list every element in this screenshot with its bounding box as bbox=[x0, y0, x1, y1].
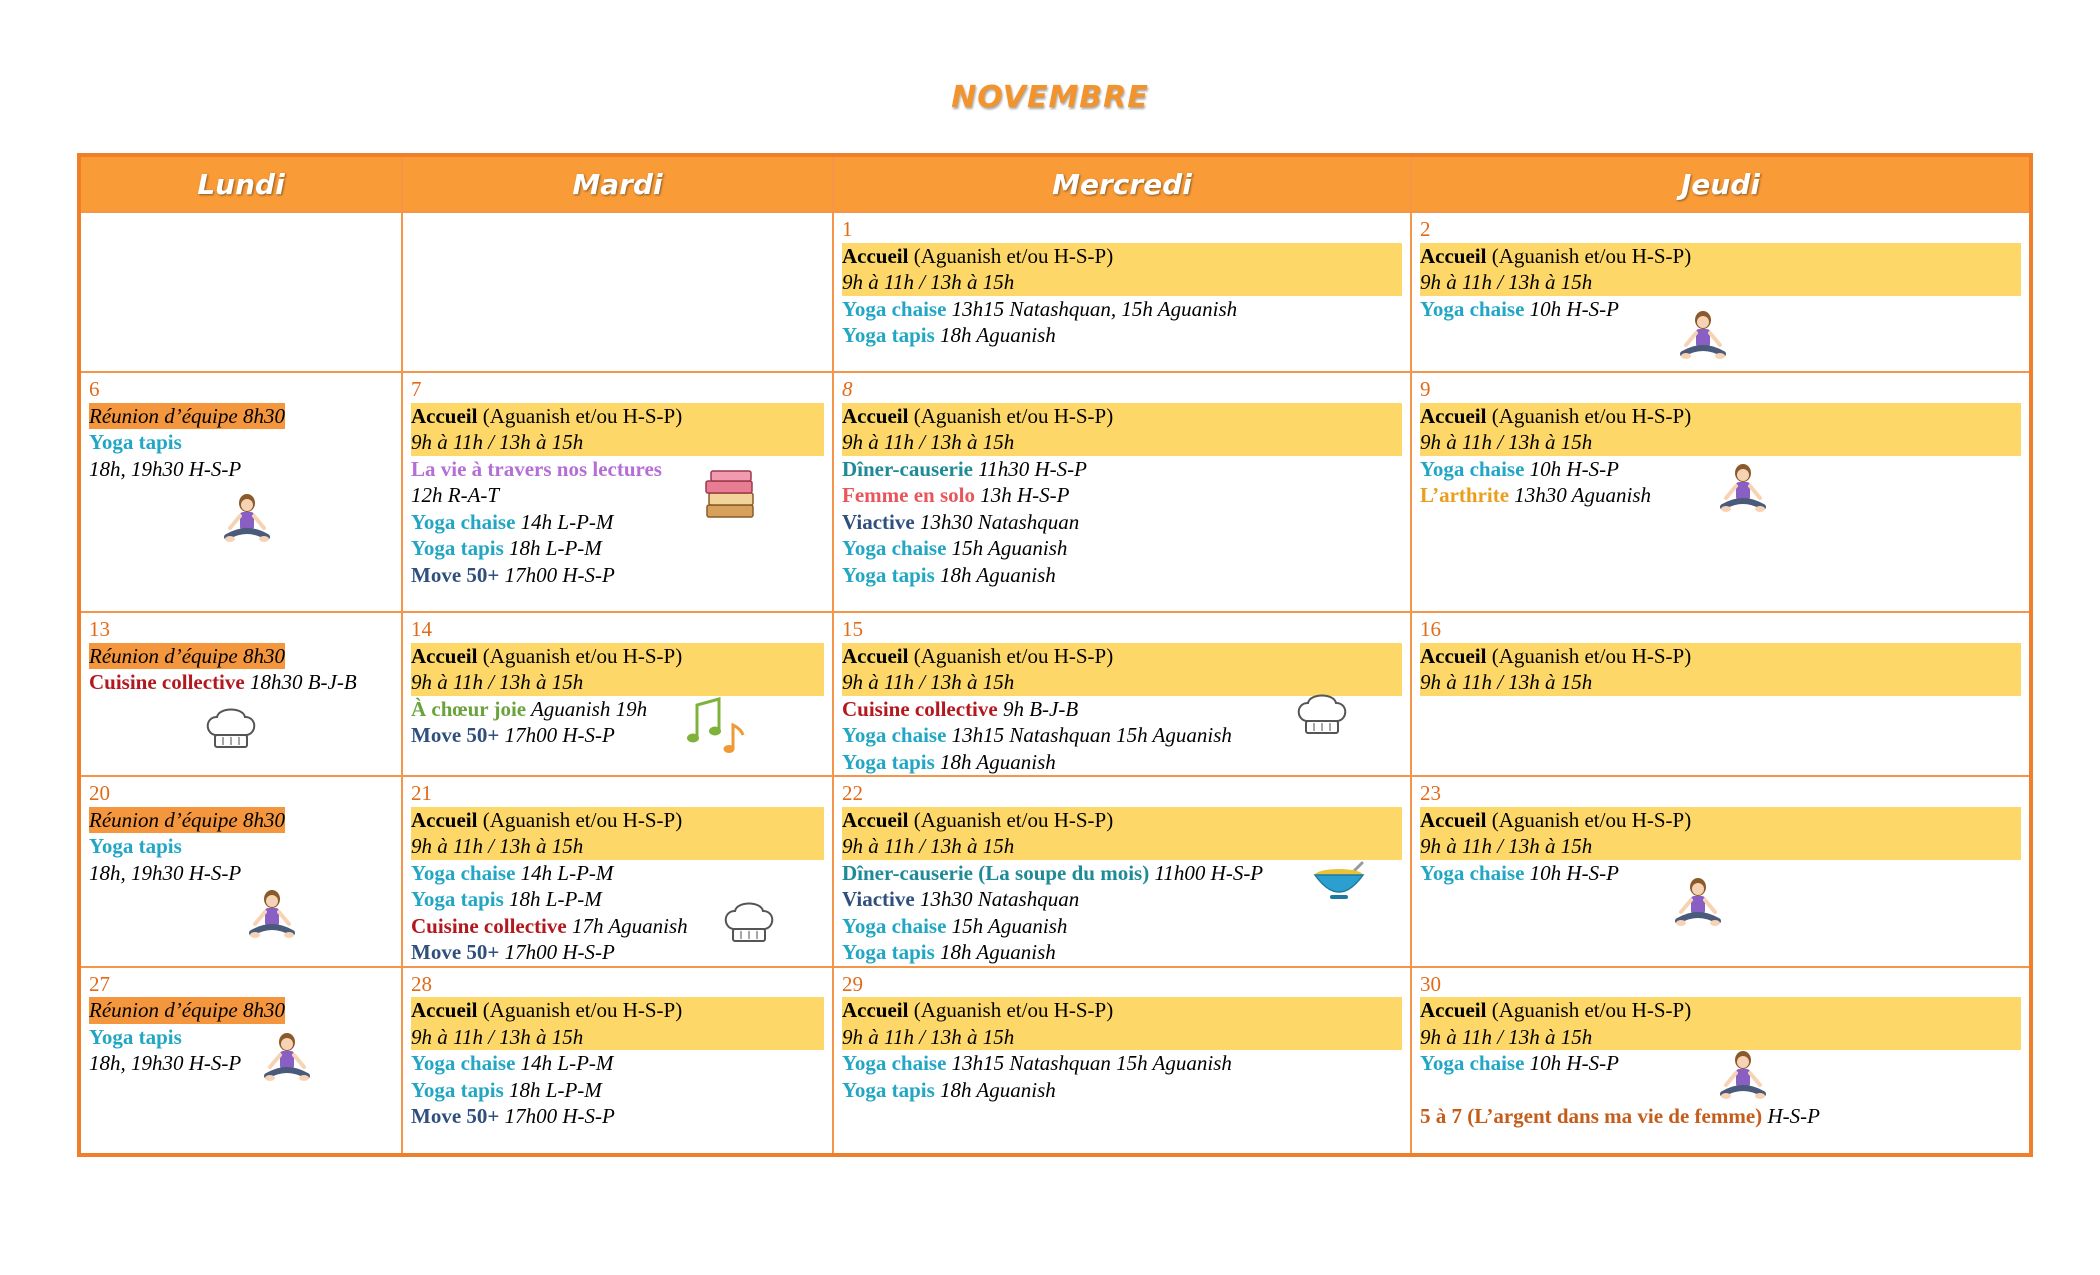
header-lundi: Lundi bbox=[79, 155, 402, 212]
music-notes-icon bbox=[685, 695, 747, 755]
event-yoga-chaise: Yoga chaise 13h15 Natashquan 15h Aguanish bbox=[842, 723, 1232, 747]
accueil-hours: 9h à 11h / 13h à 15h bbox=[1420, 1024, 2021, 1051]
event-move: Move 50+ 17h00 H-S-P bbox=[411, 1104, 615, 1128]
event-choeur: À chœur joie Aguanish 19h bbox=[411, 696, 648, 721]
soup-bowl-icon bbox=[1312, 861, 1366, 901]
event-yoga-chaise: Yoga chaise 13h15 Natashquan 15h Aguanish bbox=[842, 1051, 1232, 1075]
day-number: 14 bbox=[411, 617, 432, 641]
day-cell bbox=[833, 776, 1411, 967]
accueil-hours: 9h à 11h / 13h à 15h bbox=[411, 669, 824, 696]
event-yoga-chaise: Yoga chaise 10h H-S-P bbox=[1420, 1051, 1619, 1075]
accueil-line: Accueil (Aguanish et/ou H-S-P) bbox=[1420, 243, 2021, 270]
yoga-girl-icon bbox=[1677, 308, 1729, 368]
event-lecture: La vie à travers nos lectures bbox=[411, 456, 662, 481]
accueil-line: Accueil (Aguanish et/ou H-S-P) bbox=[411, 807, 824, 834]
calendar-table bbox=[77, 153, 2033, 1157]
week-row bbox=[79, 967, 2031, 1155]
day-cell bbox=[402, 967, 833, 1155]
yoga-girl-icon bbox=[221, 491, 273, 551]
day-cell bbox=[1411, 612, 2031, 776]
yoga-girl-icon bbox=[246, 887, 298, 947]
accueil-hours: 9h à 11h / 13h à 15h bbox=[842, 429, 1402, 456]
event-diner: Dîner-causerie 11h30 H-S-P bbox=[842, 456, 1087, 481]
day-cell bbox=[79, 372, 402, 612]
event-yoga-chaise: Yoga chaise 15h Aguanish bbox=[842, 913, 1068, 938]
accueil-line: Accueil (Aguanish et/ou H-S-P) bbox=[842, 403, 1402, 430]
day-cell bbox=[833, 967, 1411, 1155]
accueil-hours: 9h à 11h / 13h à 15h bbox=[842, 269, 1402, 296]
day-cell-empty bbox=[402, 212, 833, 372]
day-cell bbox=[79, 967, 402, 1155]
event-yoga-tapis: Yoga tapis 18h Aguanish bbox=[842, 749, 1056, 774]
event-yoga-tapis: Yoga tapis 18h Aguanish bbox=[842, 562, 1056, 587]
yoga-girl-icon bbox=[1717, 461, 1769, 521]
event-yoga-chaise: Yoga chaise 14h L-P-M bbox=[411, 509, 614, 534]
event-5-a-7: 5 à 7 (L’argent dans ma vie de femme) H-S-P bbox=[1420, 1103, 1820, 1128]
accueil-line: Accueil (Aguanish et/ou H-S-P) bbox=[411, 997, 824, 1024]
day-cell bbox=[402, 372, 833, 612]
accueil-line: Accueil (Aguanish et/ou H-S-P) bbox=[1420, 403, 2021, 430]
accueil-hours: 9h à 11h / 13h à 15h bbox=[842, 669, 1402, 696]
accueil-hours: 9h à 11h / 13h à 15h bbox=[1420, 429, 2021, 456]
chef-hat-icon bbox=[721, 899, 777, 947]
week-row bbox=[79, 612, 2031, 776]
accueil-hours: 9h à 11h / 13h à 15h bbox=[411, 1024, 824, 1051]
day-cell bbox=[402, 776, 833, 967]
yoga-girl-icon bbox=[1672, 875, 1724, 935]
event-yoga-chaise: Yoga chaise 14h L-P-M bbox=[411, 860, 614, 885]
day-cell bbox=[1411, 212, 2031, 372]
event-yoga-tapis: Yoga tapis 18h Aguanish bbox=[842, 1077, 1056, 1102]
event-yoga-tapis: Yoga tapis 18h Aguanish bbox=[842, 323, 1056, 347]
event-yoga-tapis: Yoga tapis 18h Aguanish bbox=[842, 940, 1056, 964]
yoga-girl-icon bbox=[1717, 1048, 1769, 1108]
day-number: 28 bbox=[411, 971, 432, 996]
event-cuisine: Cuisine collective 18h30 B-J-B bbox=[89, 670, 357, 694]
event-time: 12h R-A-T bbox=[411, 483, 500, 507]
day-number: 22 bbox=[842, 781, 863, 805]
day-number: 21 bbox=[411, 781, 432, 805]
day-number: 20 bbox=[89, 781, 110, 805]
accueil-line: Accueil (Aguanish et/ou H-S-P) bbox=[1420, 807, 2021, 834]
day-cell bbox=[1411, 967, 2031, 1155]
week-row bbox=[79, 372, 2031, 612]
event-cuisine: Cuisine collective 17h Aguanish bbox=[411, 913, 688, 938]
event-yoga-tapis: Yoga tapis 18h L-P-M bbox=[411, 1077, 602, 1102]
reunion-line: Réunion d’équipe 8h30 bbox=[89, 998, 285, 1022]
chef-hat-icon bbox=[203, 705, 259, 753]
accueil-line: Accueil (Aguanish et/ou H-S-P) bbox=[842, 643, 1402, 670]
day-number: 15 bbox=[842, 617, 863, 641]
event-arthrite: L’arthrite 13h30 Aguanish bbox=[1420, 483, 1652, 507]
event-move: Move 50+ 17h00 H-S-P bbox=[411, 562, 615, 587]
accueil-line: Accueil (Aguanish et/ou H-S-P) bbox=[411, 643, 824, 670]
day-number: 6 bbox=[89, 377, 100, 401]
day-cell bbox=[1411, 372, 2031, 612]
day-cell bbox=[1411, 776, 2031, 967]
event-yoga-chaise: Yoga chaise 10h H-S-P bbox=[1420, 296, 1619, 321]
event-yoga-tapis: Yoga tapis bbox=[89, 834, 182, 858]
event-diner: Dîner-causerie (La soupe du mois) 11h00 H-S-P bbox=[842, 860, 1264, 885]
day-number: 2 bbox=[1420, 217, 1431, 241]
day-number: 27 bbox=[89, 971, 110, 996]
accueil-hours: 9h à 11h / 13h à 15h bbox=[411, 429, 824, 456]
week-row bbox=[79, 212, 2031, 372]
event-yoga-tapis: Yoga tapis bbox=[89, 1024, 182, 1049]
day-number: 13 bbox=[89, 617, 110, 641]
day-cell bbox=[402, 612, 833, 776]
day-number: 30 bbox=[1420, 971, 1441, 996]
event-yoga-chaise: Yoga chaise 14h L-P-M bbox=[411, 1051, 614, 1075]
day-cell bbox=[833, 612, 1411, 776]
accueil-line: Accueil (Aguanish et/ou H-S-P) bbox=[411, 403, 824, 430]
event-cuisine: Cuisine collective 9h B-J-B bbox=[842, 696, 1079, 721]
event-yoga-chaise: Yoga chaise 10h H-S-P bbox=[1420, 456, 1619, 481]
event-yoga-tapis: Yoga tapis bbox=[89, 430, 182, 454]
accueil-hours: 9h à 11h / 13h à 15h bbox=[1420, 833, 2021, 860]
header-jeudi: Jeudi bbox=[1411, 155, 2031, 212]
day-cell-empty bbox=[79, 212, 402, 372]
accueil-hours: 9h à 11h / 13h à 15h bbox=[1420, 269, 2021, 296]
event-yoga-chaise: Yoga chaise 13h15 Natashquan, 15h Aguanish bbox=[842, 296, 1238, 321]
accueil-hours: 9h à 11h / 13h à 15h bbox=[1420, 669, 2021, 696]
event-move: Move 50+ 17h00 H-S-P bbox=[411, 723, 615, 747]
day-number: 9 bbox=[1420, 377, 1431, 401]
day-cell bbox=[833, 372, 1411, 612]
event-yoga-tapis: Yoga tapis 18h L-P-M bbox=[411, 887, 602, 911]
accueil-line: Accueil (Aguanish et/ou H-S-P) bbox=[842, 243, 1402, 270]
day-number: 29 bbox=[842, 971, 863, 996]
header-mercredi: Mercredi bbox=[833, 155, 1411, 212]
event-yoga-chaise: Yoga chaise 15h Aguanish bbox=[842, 536, 1068, 560]
month-title: NOVEMBRE bbox=[951, 80, 1149, 115]
day-number: 8 bbox=[842, 377, 853, 401]
day-number: 16 bbox=[1420, 617, 1441, 641]
accueil-line: Accueil (Aguanish et/ou H-S-P) bbox=[1420, 643, 2021, 670]
yoga-girl-icon bbox=[261, 1030, 313, 1090]
reunion-line: Réunion d’équipe 8h30 bbox=[89, 643, 285, 668]
day-cell bbox=[833, 212, 1411, 372]
accueil-line: Accueil (Aguanish et/ou H-S-P) bbox=[1420, 997, 2021, 1024]
event-viactive: Viactive 13h30 Natashquan bbox=[842, 509, 1080, 534]
day-cell bbox=[79, 776, 402, 967]
event-femme-solo: Femme en solo 13h H-S-P bbox=[842, 483, 1070, 507]
header-mardi: Mardi bbox=[402, 155, 833, 212]
day-number: 23 bbox=[1420, 781, 1441, 805]
event-time: 18h, 19h30 H-S-P bbox=[89, 1051, 242, 1075]
accueil-line: Accueil (Aguanish et/ou H-S-P) bbox=[842, 997, 1402, 1024]
week-row bbox=[79, 776, 2031, 967]
event-move: Move 50+ 17h00 H-S-P bbox=[411, 940, 615, 964]
event-time: 18h, 19h30 H-S-P bbox=[89, 456, 242, 481]
chef-hat-icon bbox=[1294, 691, 1350, 739]
reunion-line: Réunion d’équipe 8h30 bbox=[89, 807, 285, 832]
day-cell bbox=[79, 612, 402, 776]
accueil-hours: 9h à 11h / 13h à 15h bbox=[842, 833, 1402, 860]
event-yoga-tapis: Yoga tapis 18h L-P-M bbox=[411, 536, 602, 560]
event-viactive: Viactive 13h30 Natashquan bbox=[842, 887, 1080, 911]
event-time: 18h, 19h30 H-S-P bbox=[89, 860, 242, 885]
accueil-hours: 9h à 11h / 13h à 15h bbox=[411, 833, 824, 860]
day-number: 7 bbox=[411, 377, 422, 401]
day-number: 1 bbox=[842, 217, 853, 241]
accueil-line: Accueil (Aguanish et/ou H-S-P) bbox=[842, 807, 1402, 834]
books-icon bbox=[703, 469, 759, 521]
event-yoga-chaise: Yoga chaise 10h H-S-P bbox=[1420, 860, 1619, 885]
accueil-hours: 9h à 11h / 13h à 15h bbox=[842, 1024, 1402, 1051]
header-row bbox=[79, 155, 2031, 212]
reunion-line: Réunion d’équipe 8h30 bbox=[89, 403, 285, 428]
